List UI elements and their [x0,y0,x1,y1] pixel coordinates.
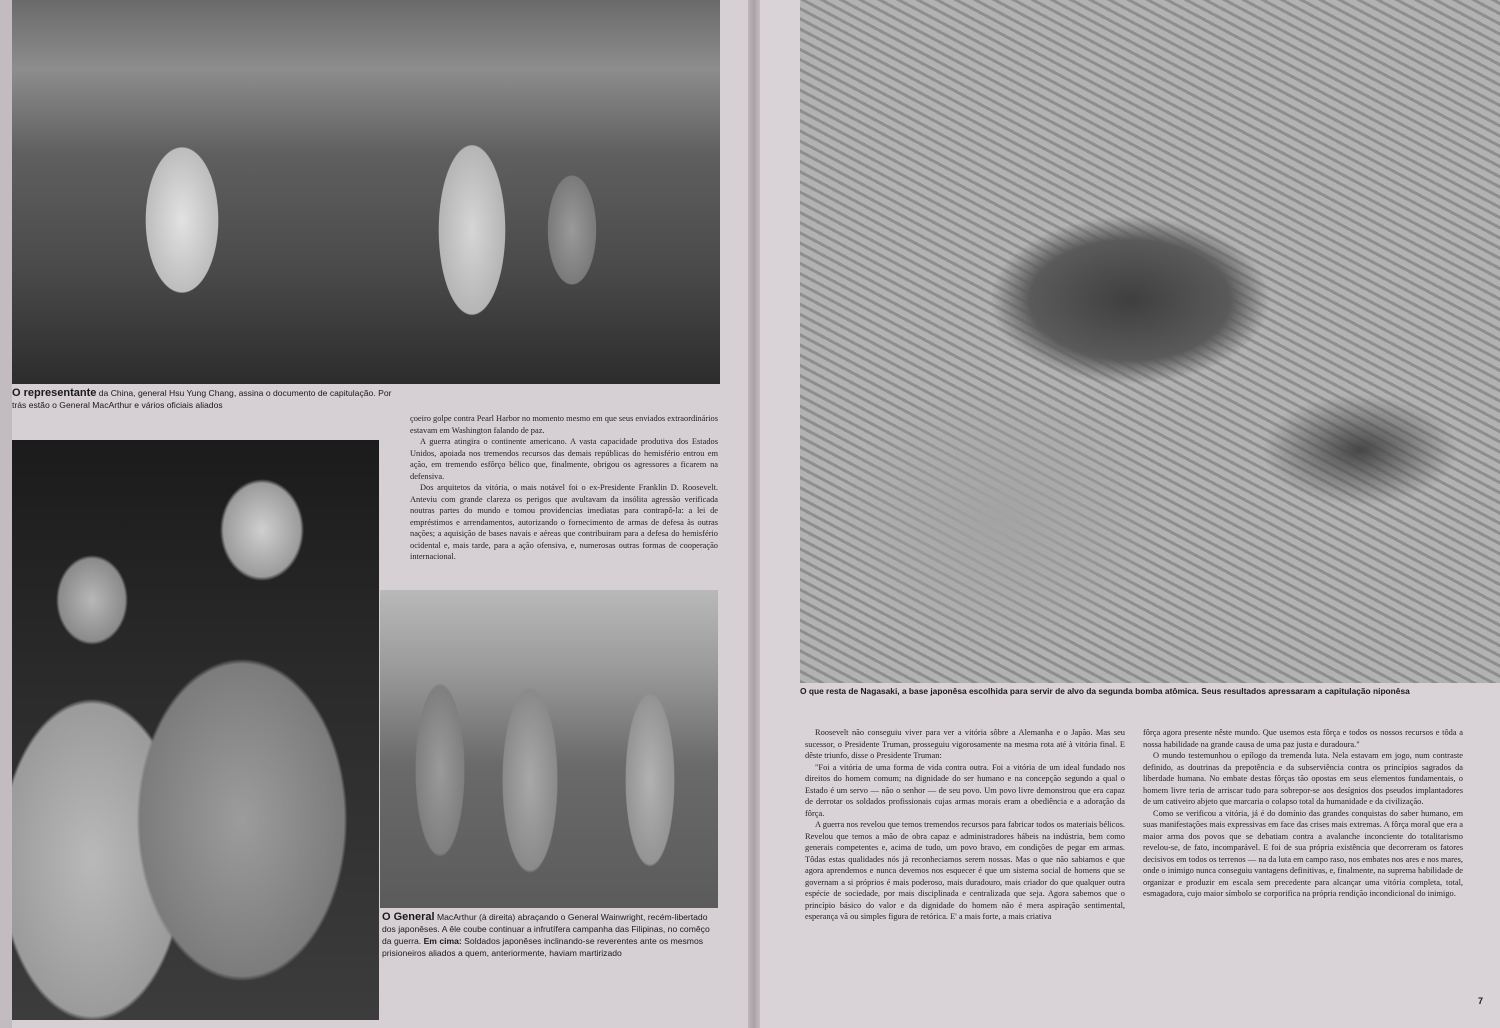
general-photo-caption [382,911,718,959]
paragraph: "Foi a vitória de uma forma de vida contra outra. Foi a vitória de um ideal fundado nos direitos do homem comum; na dignidade do ser humano e na concepção segundo a qual o Estado é um servo — não o senhor — de seu povo. Um povo livre demonstrou que era capaz de derrotar os soldados profissionais cujas armas morais eram a obediência e a adoração da fôrça. [805,762,1125,818]
paragraph: A guerra nos revelou que temos tremendos recursos para fabricar todos os materiais bélicos. Revelou que temos a mão de obra capaz e administradores hábeis na indústria, bem como generais competentes e, acima de tudo, um povo bravo, em condições de pegar em armas. Tôdas estas qualidades nós já reconheciamos serem nossas. Mas o que não sabiamos e que agora aprendemos e nunca devemos nos esquecer é que um sistema social de homens que se governam a si próprios é mais poderoso, mais duradouro, mais criador do que qualquer outra espécie de sociedade, por mais disciplinada e centralizada que seja. Agora sabemos que o princípio básico do valor e da dignidade do homem não é mera aspiração sentimental, esperança vã ou simples figura de retórica. E' a mais forte, a mais criativa [805,820,1125,921]
nagasaki-photo-caption: O que resta de Nagasaki, a base japonêsa escolhida para servir de alvo da segunda bomba atômica. Seus resultados apressaram a capitulação niponêsa [800,686,1410,696]
surrender-photo-caption [12,387,397,411]
left-page-edge [0,0,12,1028]
paragraph: Como se verificou a vitória, já é do domínio das grandes conquistas do saber humano, em suas manifestações mais expressivas em face das crises mais extremas. A fôrça moral que era a maior arma dos povos que se debatiam contra a avalanche inconciente do totalitarismo revelou-se, de fato, incomparável. E foi de sua própria existência que decorreram os fatores decisivos em todos os terrenos — na da luta em campo raso, nos embates nos ares e nos mares, onde o inimigo nunca conseguiu vantagens definitivas, e, finalmente, na suprema habilidade de organizar e produzir em escala sem precedente para alcançar uma vitória completa, total, esmagadora, cujo maior símbolo se corporifica na própria rendição incondicional do inimigo. [1143,808,1463,898]
paragraph: A guerra atingira o continente americano. A vasta capacidade produtiva dos Estados Unidos, apoiada nos tremendos recursos das demais repúblicas do hemisfério entrou em ação, em tremendo esfôrço bélico que, finalmente, obrigou os agressores a ficarem na defensiva. [410,437,718,481]
caption-lead: O representante [12,387,97,399]
surrender-signing-photo [12,0,720,384]
caption-text: Soldados japonêses inclinando-se reverentes ante os mesmos prisioneiros aliados a quem, anteriormente, haviam martirizado [382,936,704,958]
macarthur-wainwright-photo [12,440,379,1020]
page-gutter [748,0,760,1028]
paragraph: Dos arquitetos da vitória, o mais notável foi o ex-Presidente Franklin D. Roosevelt. Anteviu com grande clareza os perigos que avultavam da insólita agressão verificada noutras partes do mundo e tomou providencias imediatas para contrapô-la: a lei de empréstimos e arrendamentos, autorizando o fornecimento de armas de defesa às outras nações; a aquisição de bases navais e aéreas que contribuiram para a defesa do hemisfério ocidental e, mais tarde, para a ação ofensiva, e, numerosas outras formas de cooperação internacional. [410,483,718,561]
article-column-middle [805,727,1125,923]
caption-text: da China, general Hsu Yung Chang, assina o documento de capitulação. Por trás estão o General MacArthur e vários oficiais aliados [12,388,392,410]
paragraph: Roosevelt não conseguiu viver para ver a vitória sôbre a Alemanha e o Japão. Mas seu sucessor, o Presidente Truman, prosseguiu vigorosamente na mesma rota até à vitória final. E dêste triunfo, disse o Presidente Truman: [805,728,1125,760]
caption-lead: O General [382,911,435,923]
paragraph: fôrça agora presente nêste mundo. Que usemos esta fôrça e todos os nossos recursos e tôda a nossa habilidade na grande causa de uma paz justa e duradoura." [1143,728,1463,749]
article-column-left [410,413,718,563]
page-number: 7 [1478,996,1484,1006]
nagasaki-aerial-photo [800,0,1500,683]
japanese-soldiers-bowing-photo [380,590,718,908]
article-column-right [1143,727,1463,900]
paragraph: çoeiro golpe contra Pearl Harbor no momento mesmo em que seus enviados extraordinários estavam em Washington falando de paz. [410,414,718,435]
caption-em-cima: Em cima: [421,936,462,946]
paragraph: O mundo testemunhou o epílogo da tremenda luta. Nela estavam em jogo, num contraste definido, as doutrinas da prepotência e da subserviência contra os princípios sagrados da liberdade humana. No embate destas fôrças tão opostas em seus elementos fundamentais, o homem livre teria de arriscar tudo para sobrepor-se aos desígnios dos pseudos implantadores de um cativeiro abjeto que marcaria o colapso total da humanidade e da civilização. [1143,751,1463,806]
caption-text: MacArthur (à direita) abraçando o General Wainwright, recém-libertado dos japonêses. A êle coube continuar a infrutífera campanha das Filipinas, no comêço da guerra. [382,912,710,946]
